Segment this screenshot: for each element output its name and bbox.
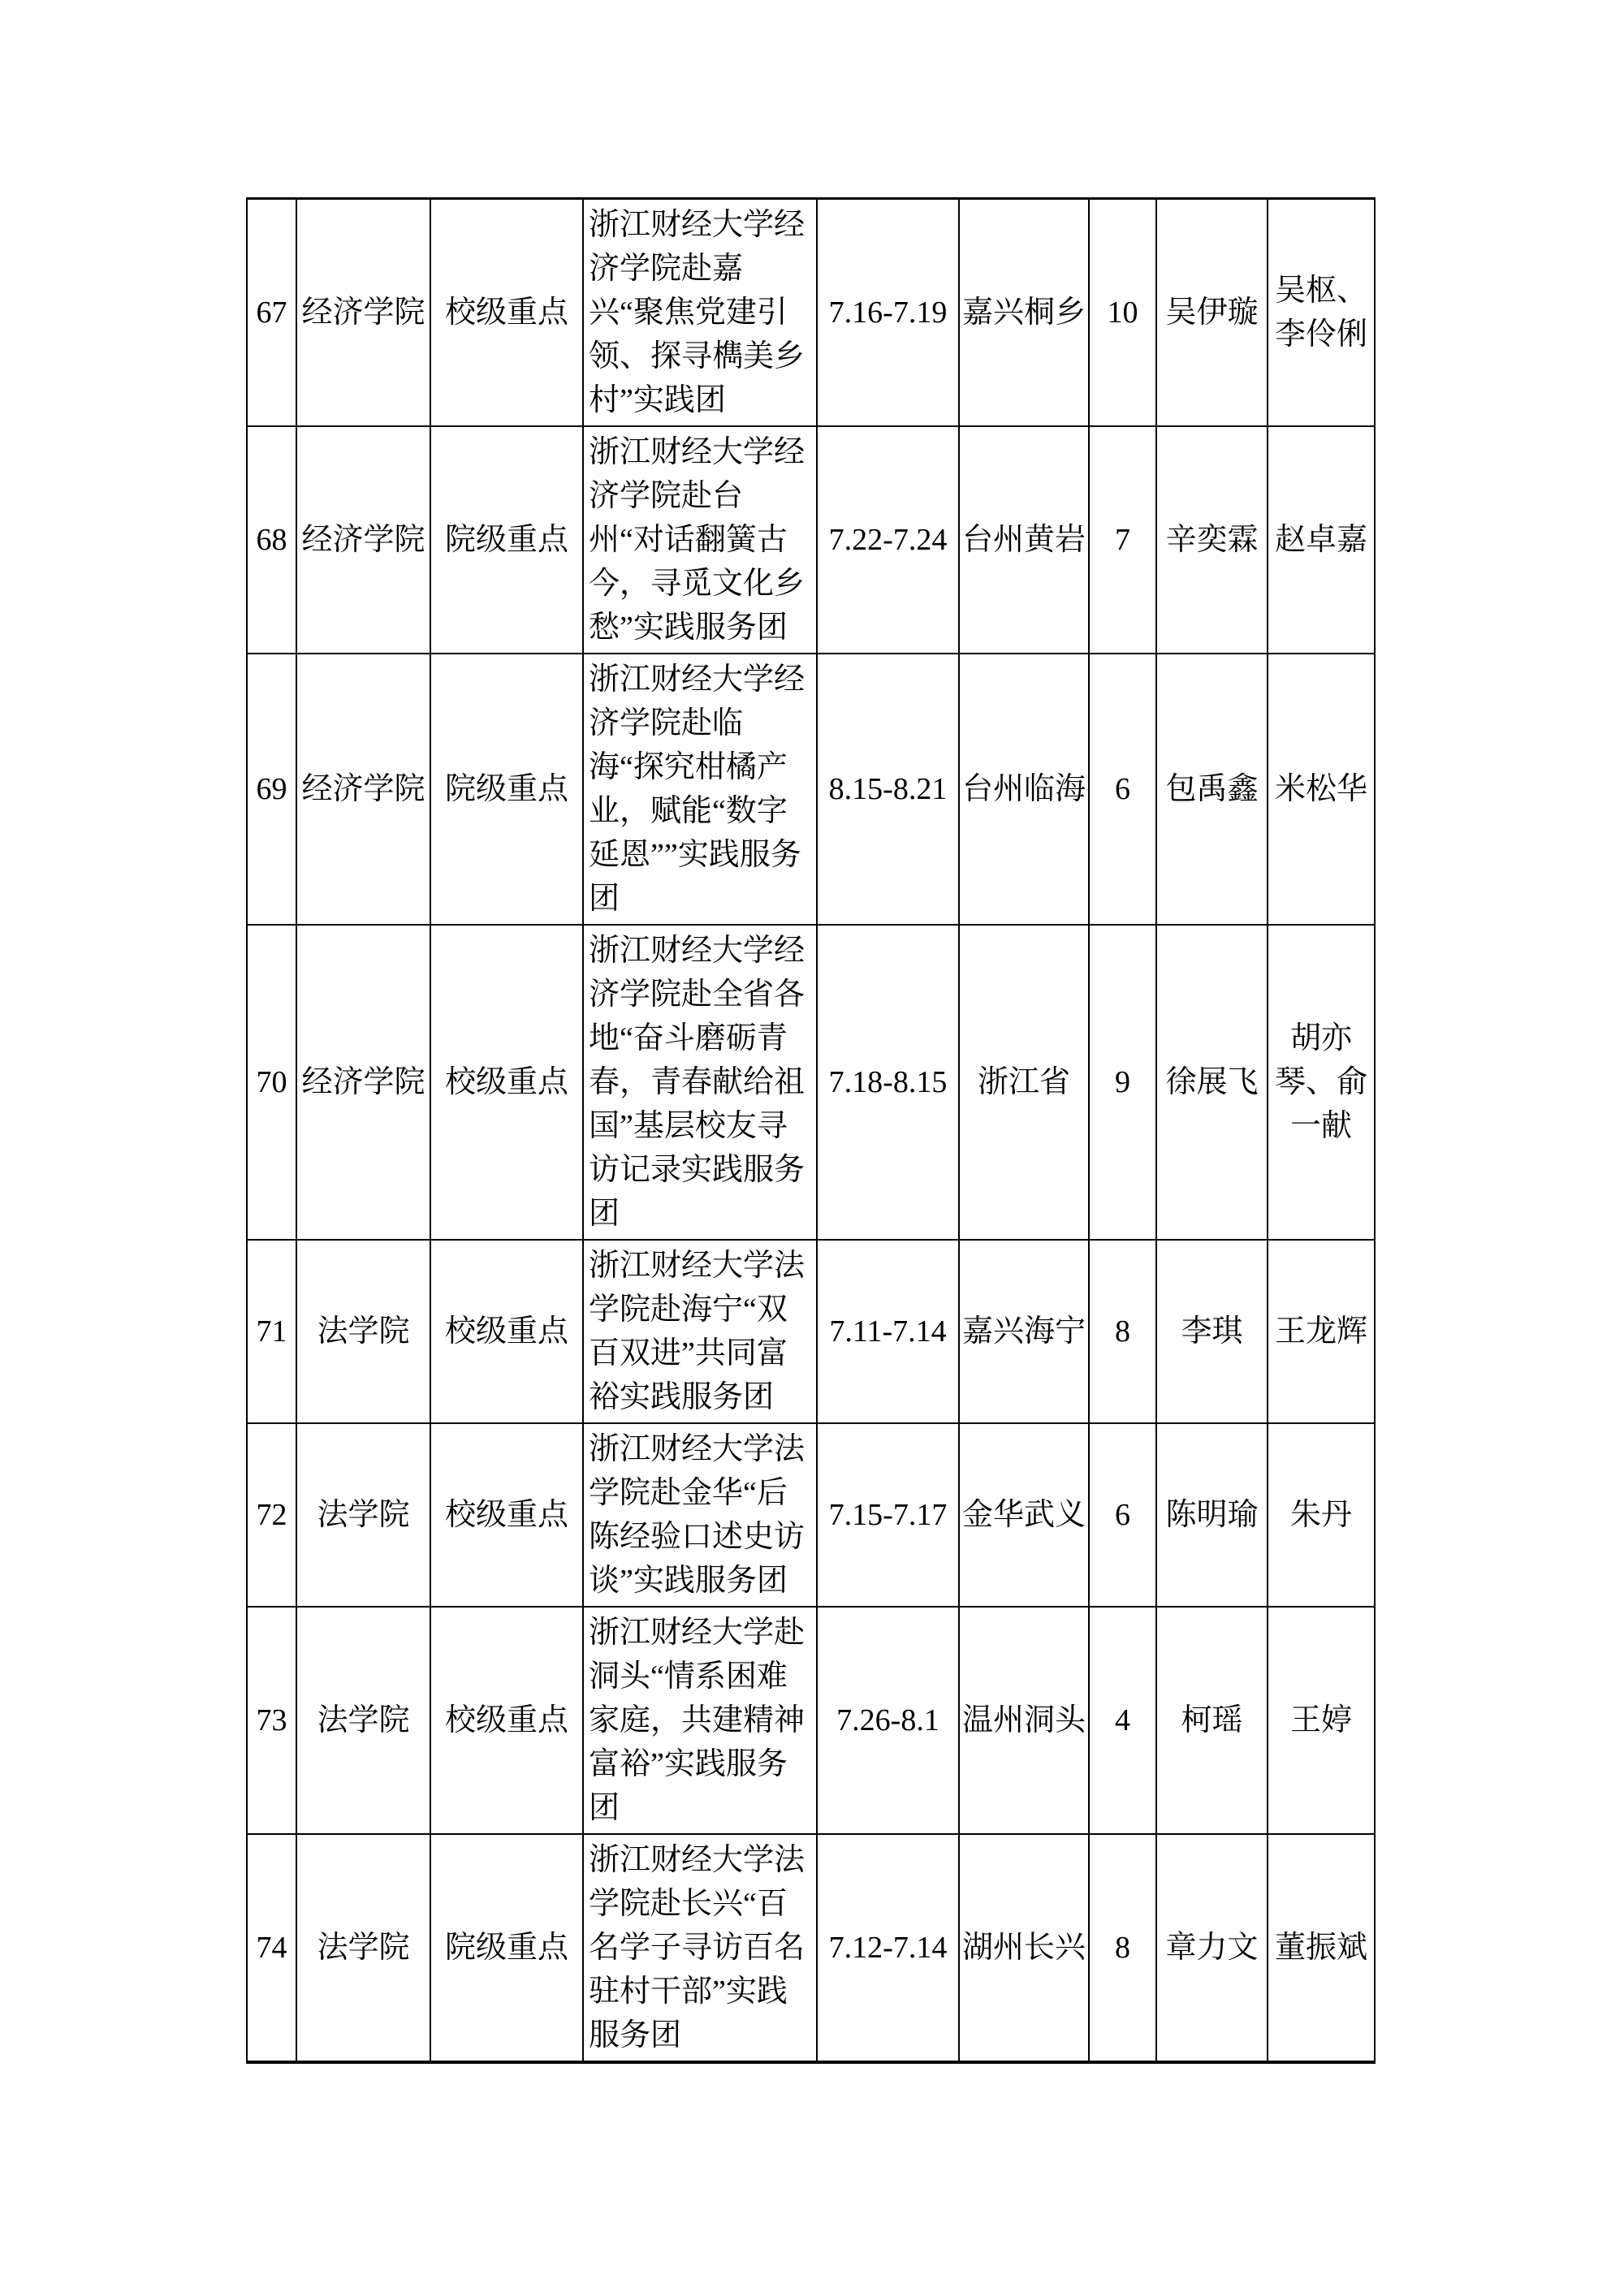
table-row bbox=[247, 1423, 1375, 1607]
cell-member-count: 8 bbox=[1089, 1834, 1156, 2062]
cell-dates: 7.22-7.24 bbox=[817, 426, 959, 654]
cell-leader: 李琪 bbox=[1156, 1240, 1268, 1423]
cell-college: 法学院 bbox=[296, 1834, 430, 2062]
cell-leader: 章力文 bbox=[1156, 1834, 1268, 2062]
table-row bbox=[247, 426, 1375, 654]
cell-college: 法学院 bbox=[296, 1423, 430, 1607]
cell-member-count: 6 bbox=[1089, 654, 1156, 925]
cell-row-number: 67 bbox=[247, 199, 296, 427]
cell-dates: 7.15-7.17 bbox=[817, 1423, 959, 1607]
cell-location: 金华武义 bbox=[959, 1423, 1089, 1607]
cell-row-number: 71 bbox=[247, 1240, 296, 1423]
cell-advisors: 朱丹 bbox=[1268, 1423, 1375, 1607]
cell-member-count: 9 bbox=[1089, 925, 1156, 1240]
cell-project-name: 浙江财经大学经济学院赴临海“探究柑橘产业，赋能“数字延恩””实践服务团 bbox=[583, 654, 817, 925]
cell-project-name: 浙江财经大学法学院赴海宁“双百双进”共同富裕实践服务团 bbox=[583, 1240, 817, 1423]
cell-college: 经济学院 bbox=[296, 654, 430, 925]
cell-level: 校级重点 bbox=[430, 1423, 583, 1607]
table-row bbox=[247, 654, 1375, 925]
table-row bbox=[247, 1834, 1375, 2062]
cell-project-name: 浙江财经大学经济学院赴嘉兴“聚焦党建引领、探寻檇美乡村”实践团 bbox=[583, 199, 817, 427]
cell-row-number: 70 bbox=[247, 925, 296, 1240]
table-row bbox=[247, 1607, 1375, 1834]
cell-project-name: 浙江财经大学经济学院赴台州“对话翻簧古今，寻觅文化乡愁”实践服务团 bbox=[583, 426, 817, 654]
cell-dates: 7.18-8.15 bbox=[817, 925, 959, 1240]
cell-project-name: 浙江财经大学法学院赴金华“后陈经验口述史访谈”实践服务团 bbox=[583, 1423, 817, 1607]
cell-row-number: 74 bbox=[247, 1834, 296, 2062]
cell-college: 法学院 bbox=[296, 1240, 430, 1423]
table-row bbox=[247, 1240, 1375, 1423]
cell-project-name: 浙江财经大学经济学院赴全省各地“奋斗磨砺青春，青春献给祖国”基层校友寻访记录实践服务团 bbox=[583, 925, 817, 1240]
cell-leader: 徐展飞 bbox=[1156, 925, 1268, 1240]
cell-project-name: 浙江财经大学赴洞头“情系困难家庭，共建精神富裕”实践服务团 bbox=[583, 1607, 817, 1834]
cell-college: 经济学院 bbox=[296, 199, 430, 427]
cell-location: 嘉兴海宁 bbox=[959, 1240, 1089, 1423]
cell-leader: 陈明瑜 bbox=[1156, 1423, 1268, 1607]
cell-location: 嘉兴桐乡 bbox=[959, 199, 1089, 427]
cell-advisors: 米松华 bbox=[1268, 654, 1375, 925]
cell-advisors: 董振斌 bbox=[1268, 1834, 1375, 2062]
cell-location: 台州黄岩 bbox=[959, 426, 1089, 654]
cell-location: 湖州长兴 bbox=[959, 1834, 1089, 2062]
cell-location: 浙江省 bbox=[959, 925, 1089, 1240]
cell-row-number: 73 bbox=[247, 1607, 296, 1834]
cell-row-number: 68 bbox=[247, 426, 296, 654]
cell-college: 经济学院 bbox=[296, 426, 430, 654]
cell-member-count: 4 bbox=[1089, 1607, 1156, 1834]
cell-level: 院级重点 bbox=[430, 654, 583, 925]
cell-dates: 7.11-7.14 bbox=[817, 1240, 959, 1423]
practice-teams-table bbox=[246, 197, 1376, 2064]
cell-level: 院级重点 bbox=[430, 426, 583, 654]
cell-advisors: 胡亦琴、俞一献 bbox=[1268, 925, 1375, 1240]
cell-college: 经济学院 bbox=[296, 925, 430, 1240]
cell-dates: 7.16-7.19 bbox=[817, 199, 959, 427]
cell-member-count: 7 bbox=[1089, 426, 1156, 654]
cell-level: 校级重点 bbox=[430, 1607, 583, 1834]
cell-level: 校级重点 bbox=[430, 199, 583, 427]
table-row bbox=[247, 925, 1375, 1240]
cell-advisors: 王龙辉 bbox=[1268, 1240, 1375, 1423]
cell-member-count: 8 bbox=[1089, 1240, 1156, 1423]
cell-leader: 辛奕霖 bbox=[1156, 426, 1268, 654]
cell-dates: 8.15-8.21 bbox=[817, 654, 959, 925]
cell-level: 院级重点 bbox=[430, 1834, 583, 2062]
cell-project-name: 浙江财经大学法学院赴长兴“百名学子寻访百名驻村干部”实践服务团 bbox=[583, 1834, 817, 2062]
cell-advisors: 吴枢、李伶俐 bbox=[1268, 199, 1375, 427]
cell-advisors: 王婷 bbox=[1268, 1607, 1375, 1834]
cell-member-count: 6 bbox=[1089, 1423, 1156, 1607]
cell-leader: 包禹鑫 bbox=[1156, 654, 1268, 925]
cell-level: 校级重点 bbox=[430, 1240, 583, 1423]
cell-leader: 吴伊璇 bbox=[1156, 199, 1268, 427]
cell-row-number: 72 bbox=[247, 1423, 296, 1607]
cell-row-number: 69 bbox=[247, 654, 296, 925]
cell-location: 温州洞头 bbox=[959, 1607, 1089, 1834]
table-row bbox=[247, 199, 1375, 427]
cell-dates: 7.26-8.1 bbox=[817, 1607, 959, 1834]
cell-leader: 柯瑶 bbox=[1156, 1607, 1268, 1834]
cell-advisors: 赵卓嘉 bbox=[1268, 426, 1375, 654]
cell-level: 校级重点 bbox=[430, 925, 583, 1240]
cell-member-count: 10 bbox=[1089, 199, 1156, 427]
cell-dates: 7.12-7.14 bbox=[817, 1834, 959, 2062]
cell-college: 法学院 bbox=[296, 1607, 430, 1834]
cell-location: 台州临海 bbox=[959, 654, 1089, 925]
